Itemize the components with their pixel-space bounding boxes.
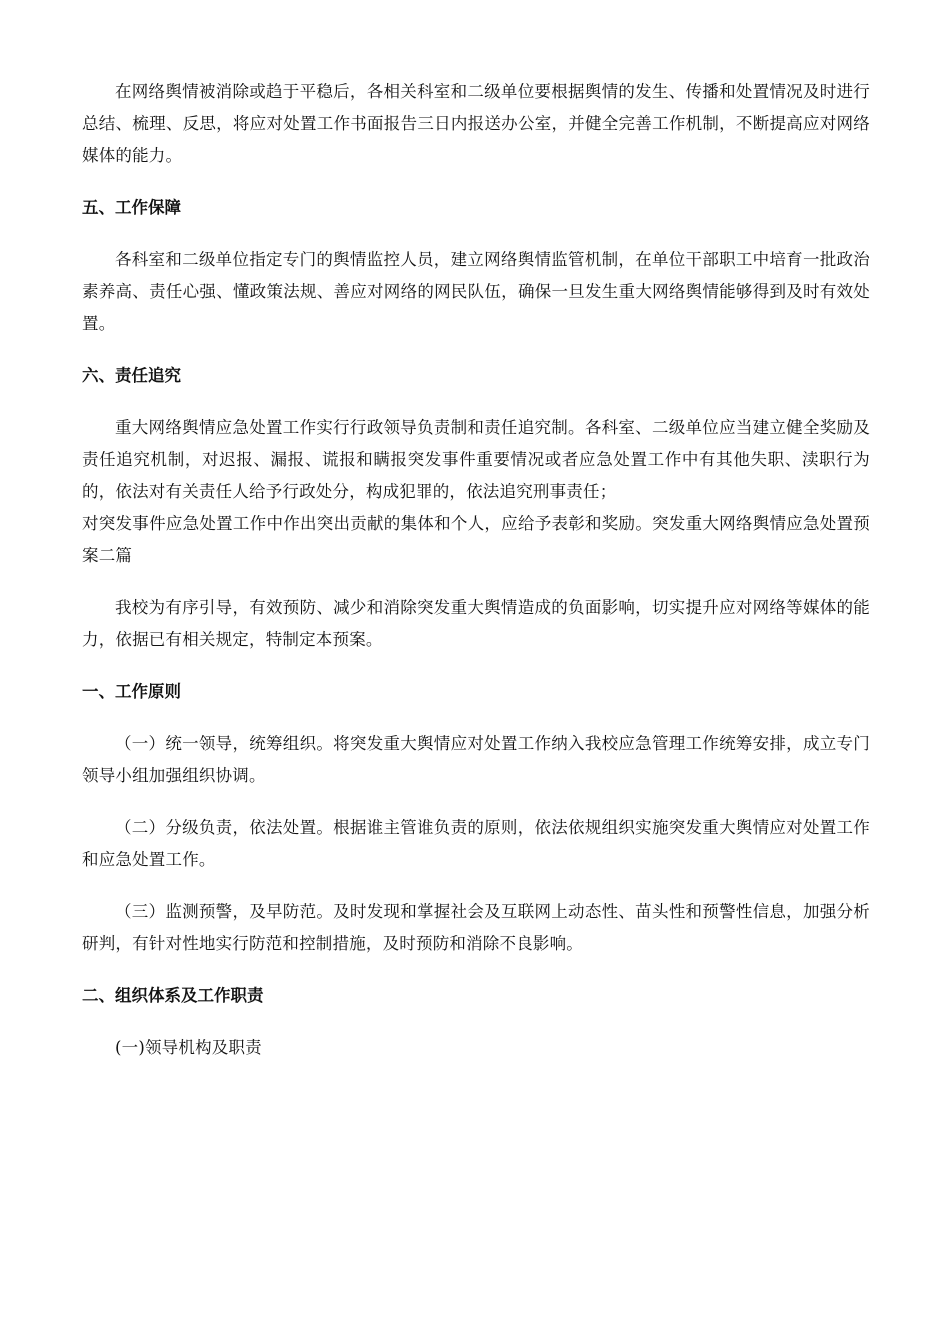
heading-work-guarantee: 五、工作保障 [82,198,181,217]
paragraph-leadership: (一)领导机构及职责 [115,1038,262,1057]
heading-organization: 二、组织体系及工作职责 [82,986,264,1005]
paragraph-rewards: 对突发事件应急处置工作中作出突出贡献的集体和个人，应给予表彰和奖励。突发重大网络舆情应急处置预案二篇 [82,514,870,565]
paragraph-principle-1: （一）统一领导，统筹组织。将突发重大舆情应对处置工作纳入我校应急管理工作统筹安排，成立专门领导小组加强组织协调。 [82,734,870,785]
heading-accountability: 六、责任追究 [82,366,181,385]
heading-work-principles: 一、工作原则 [82,682,181,701]
paragraph-guarantee: 各科室和二级单位指定专门的舆情监控人员，建立网络舆情监管机制，在单位干部职工中培育一批政治素养高、责任心强、懂政策法规、善应对网络的网民队伍，确保一旦发生重大网络舆情能够得到及时有效处置。 [82,250,870,333]
paragraph-principle-3: （三）监测预警，及早防范。及时发现和掌握社会及互联网上动态性、苗头性和预警性信息，加强分析研判，有针对性地实行防范和控制措施，及时预防和消除不良影响。 [82,902,870,953]
paragraph-preamble: 我校为有序引导，有效预防、减少和消除突发重大舆情造成的负面影响，切实提升应对网络等媒体的能力，依据已有相关规定，特制定本预案。 [82,598,870,649]
paragraph-principle-2: （二）分级负责，依法处置。根据谁主管谁负责的原则，依法依规组织实施突发重大舆情应对处置工作和应急处置工作。 [82,818,870,869]
document-page [82,76,870,1064]
paragraph-accountability: 重大网络舆情应急处置工作实行行政领导负责制和责任追究制。各科室、二级单位应当建立健全奖励及责任追究机制，对迟报、漏报、谎报和瞒报突发事件重要情况或者应急处置工作中有其他失职、渎职行为的，依法对有关责任人给予行政处分，构成犯罪的，依法追究刑事责任； [82,418,870,501]
paragraph-summary: 在网络舆情被消除或趋于平稳后，各相关科室和二级单位要根据舆情的发生、传播和处置情况及时进行总结、梳理、反思，将应对处置工作书面报告三日内报送办公室，并健全完善工作机制，不断提高应对网络媒体的能力。 [82,82,870,165]
